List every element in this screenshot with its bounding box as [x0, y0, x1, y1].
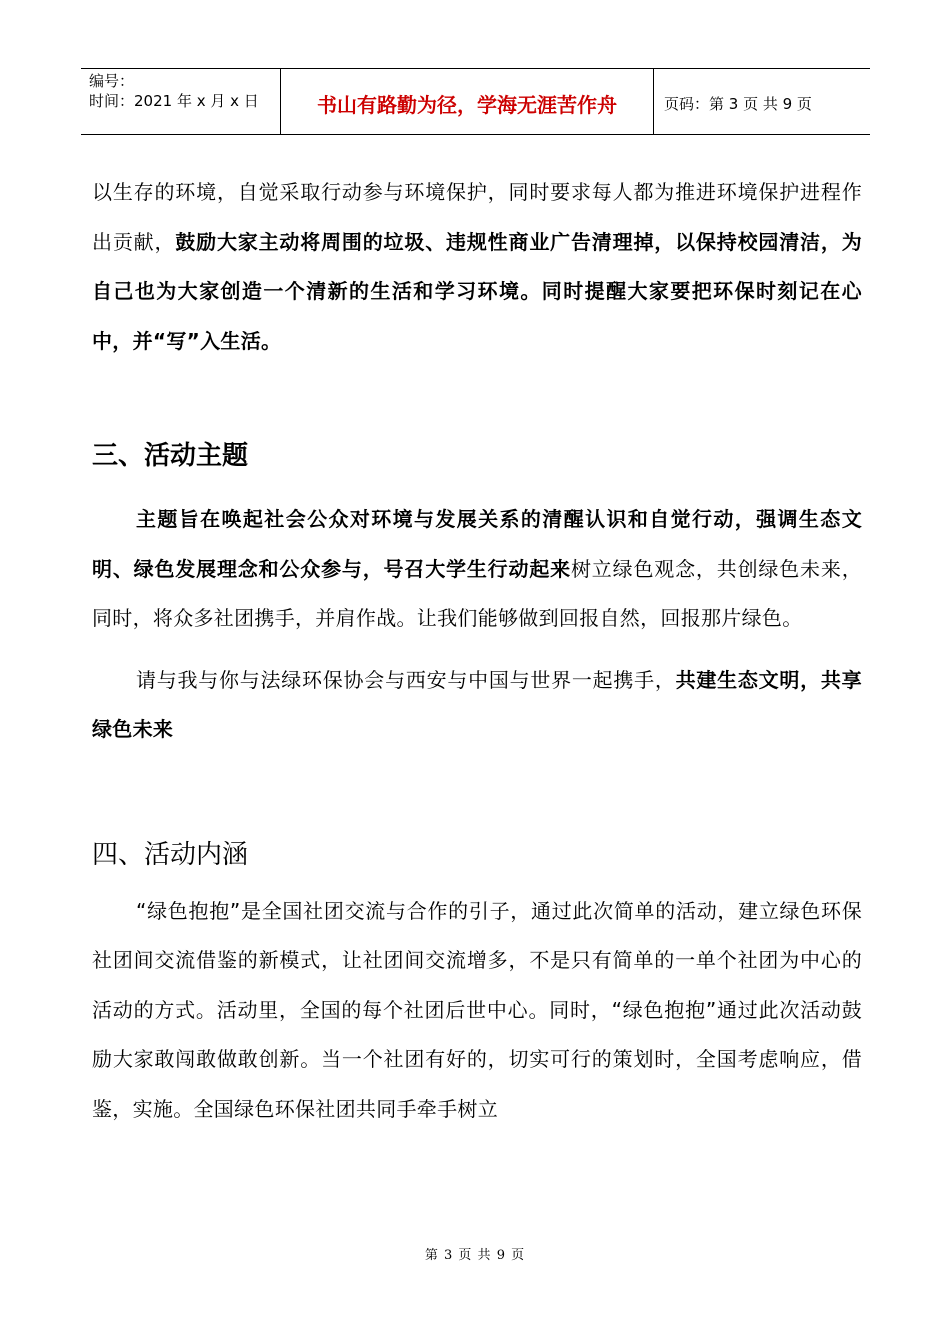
header-page-info: 页码：第 3 页 共 9 页: [664, 95, 812, 113]
header-meta: [81, 69, 281, 134]
header-motto: 书山有路勤为径，学海无涯苦作舟: [281, 69, 654, 134]
section3-heading: 三、活动主题: [92, 441, 249, 471]
section3-p2-normal: 请与我与你与法绿环保协会与西安与中国与世界一起携手，: [136, 667, 676, 692]
section3-p1-bold: 主题旨在唤起社会公众对环境与发展关系的清醒认识和自觉行动，强调生态文明、绿色发展理念和公众参与，号召大学生行动起来: [92, 507, 862, 581]
section4-heading: 四、活动内涵: [92, 839, 249, 870]
section2-text-bold: 鼓励大家主动将周围的垃圾、违规性商业广告清理掉，以保持校园清洁，为自己也为大家创造一个清新的生活和学习环境。同时提醒大家要把环保时刻记在心中，并“写”入生活。: [92, 229, 863, 353]
section4-paragraph-1: “绿色抱抱”是全国社团交流与合作的引子，通过此次简单的活动，建立绿色环保社团间交流借鉴的新模式，让社团间交流增多，不是只有简单的一单个社团为中心的活动的方式。活动里，全国的每个社团后世中心。同时，“绿色抱抱”通过此次活动鼓励大家敢闯敢做敢创新。当一个社团有好的，切实可行的策划时，全国考虑响应，借鉴，实施。全国绿色环保社团共同手牵手树立: [92, 898, 862, 1121]
document-body: [92, 168, 862, 1134]
section3-paragraph-1: [92, 495, 862, 644]
section3-paragraph-2: [92, 656, 862, 755]
section2-continuation: [92, 168, 862, 366]
section3-p1-normal: 树立绿色观念，共创绿色未来，同时，将众多社团携手，并肩作战。让我们能够做到回报自然，回报那片绿色。: [92, 556, 862, 630]
number-label: 编号：: [89, 72, 135, 90]
section3-p2-bold: 共建生态文明，共享绿色未来: [92, 667, 862, 741]
section2-text-normal: 以生存的环境，自觉采取行动参与环境保护，同时要求每人都为推进环境保护进程作出贡献，: [92, 180, 862, 254]
page-header: [81, 68, 870, 135]
page-footer: 第 3 页 共 9 页: [424, 1248, 526, 1263]
date-label: 时间：2021 年 x 月 x 日: [89, 92, 259, 110]
